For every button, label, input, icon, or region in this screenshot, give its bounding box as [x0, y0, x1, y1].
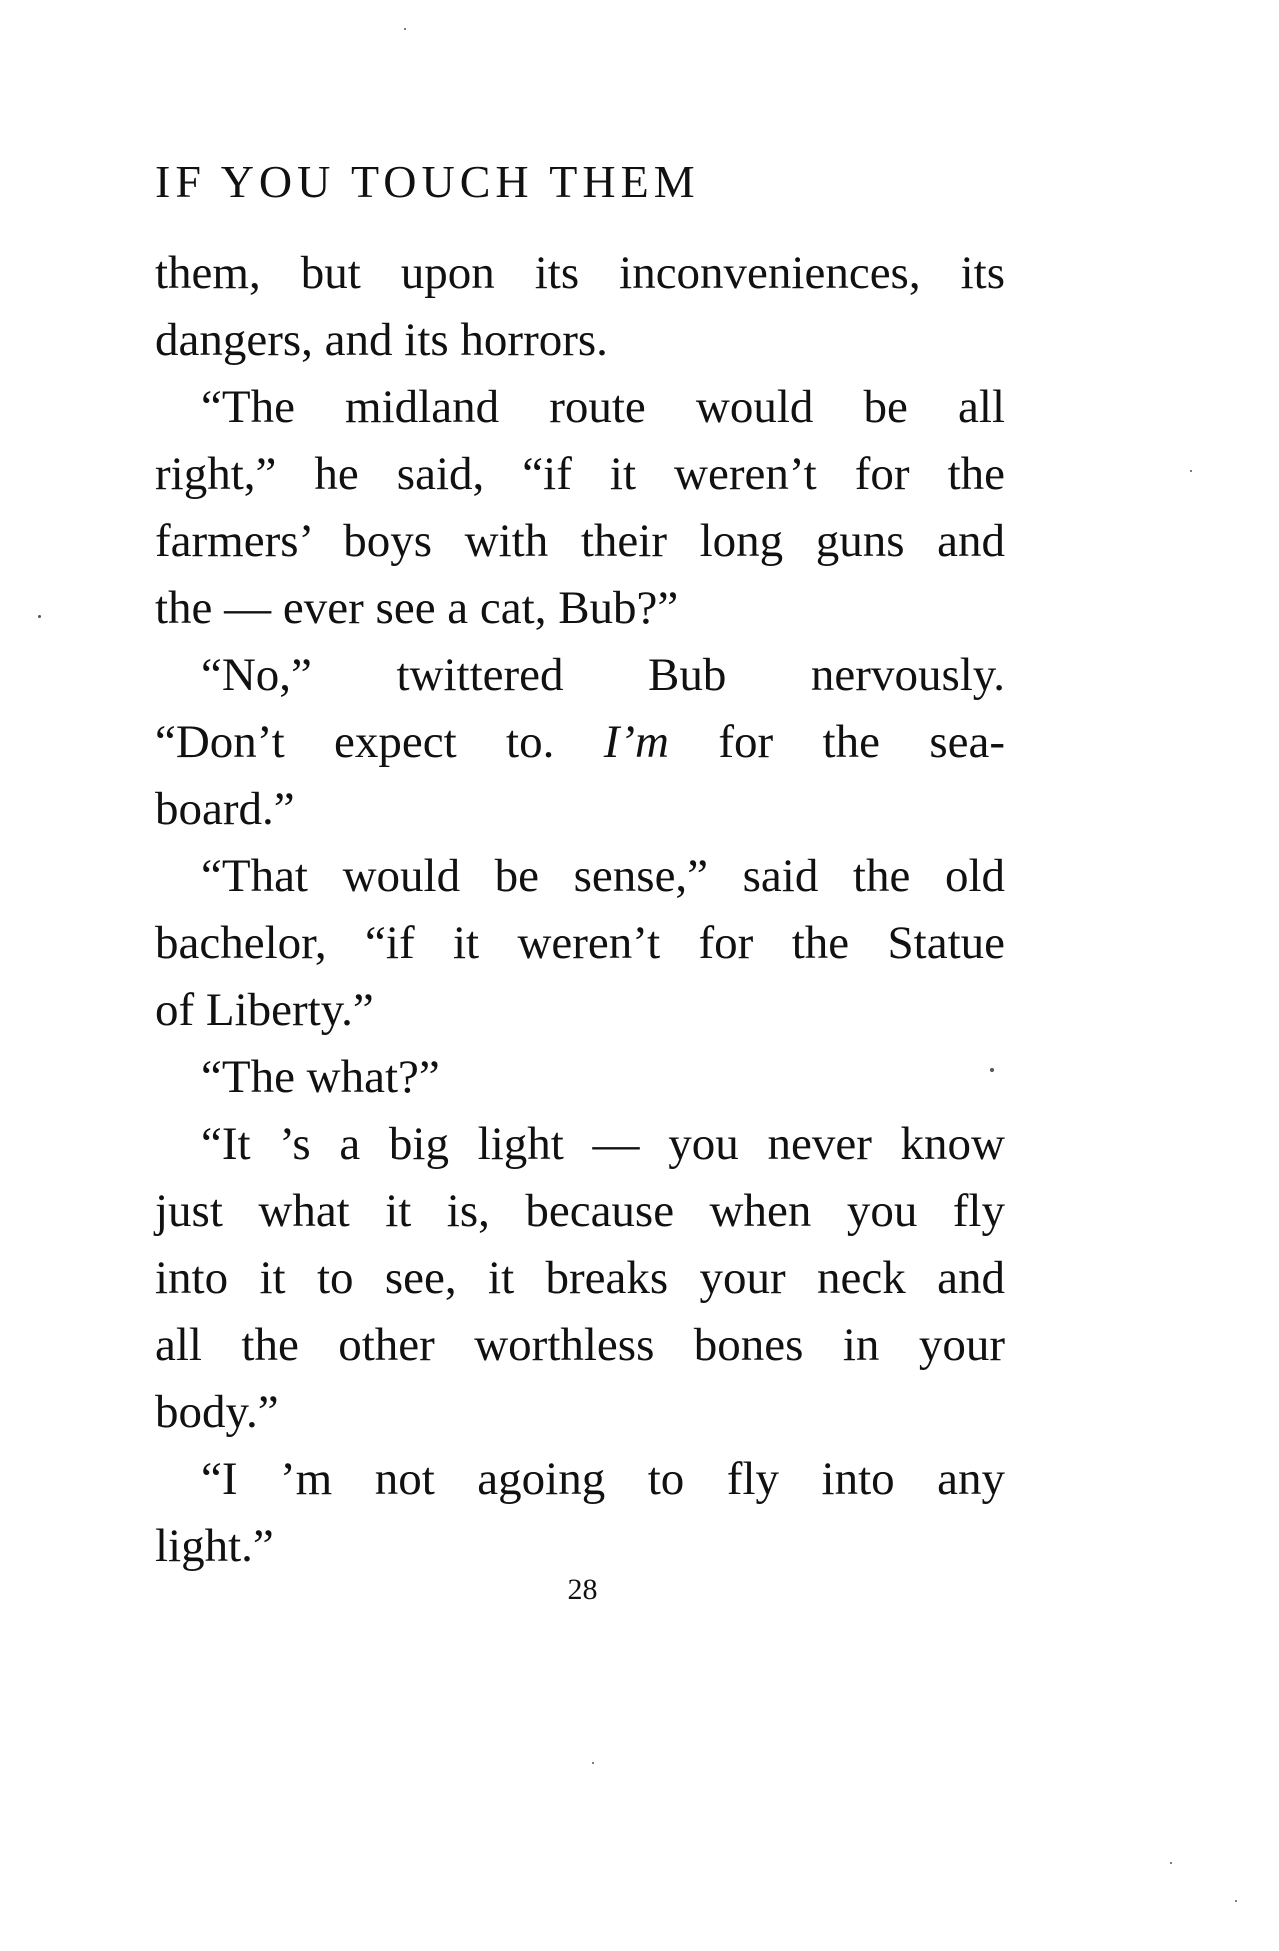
text-line: “It ’s a big light — you never know: [201, 1118, 1005, 1170]
paper-speck: [990, 1068, 994, 1072]
text-line: “I ’m not agoing to fly into any: [201, 1453, 1005, 1505]
text-line: right,” he said, “if it weren’t for the: [155, 448, 1005, 500]
text-line: just what it is, because when you fly: [155, 1185, 1005, 1237]
text-line: them, but upon its inconveniences, its: [155, 247, 1005, 299]
paper-speck: [1235, 1900, 1237, 1902]
text-line: of Liberty.”: [155, 984, 374, 1036]
text-line: light.”: [155, 1520, 274, 1572]
text-line: “The what?”: [201, 1051, 440, 1103]
text-segment: for the sea-: [718, 716, 1005, 768]
text-line: into it to see, it breaks your neck and: [155, 1252, 1005, 1304]
text-line: “The midland route would be all: [201, 381, 1005, 433]
text-segment: “Don’t expect to.: [155, 716, 555, 768]
paper-speck: [1170, 1862, 1172, 1864]
text-line: “No,” twittered Bub nervously.: [201, 649, 1005, 701]
running-head: IF YOU TOUCH THEM: [155, 156, 700, 207]
text-line: body.”: [155, 1386, 279, 1438]
text-line: the — ever see a cat, Bub?”: [155, 582, 679, 634]
text-line-with-italic: [155, 709, 1005, 776]
paper-speck: [404, 28, 406, 30]
paper-speck: [592, 1762, 594, 1764]
text-line: dangers, and its horrors.: [155, 314, 608, 366]
paper-speck: [38, 615, 41, 618]
page-number: 28: [567, 1573, 598, 1606]
paper-speck: [1190, 470, 1192, 472]
text-line: farmers’ boys with their long guns and: [155, 515, 1005, 567]
text-line: “That would be sense,” said the old: [201, 850, 1005, 902]
text-line: all the other worthless bones in your: [155, 1319, 1005, 1371]
italic-word: I’m: [603, 716, 669, 768]
text-line: bachelor, “if it weren’t for the Statue: [155, 917, 1005, 969]
body-text: [155, 240, 1005, 1580]
text-line: board.”: [155, 783, 295, 835]
